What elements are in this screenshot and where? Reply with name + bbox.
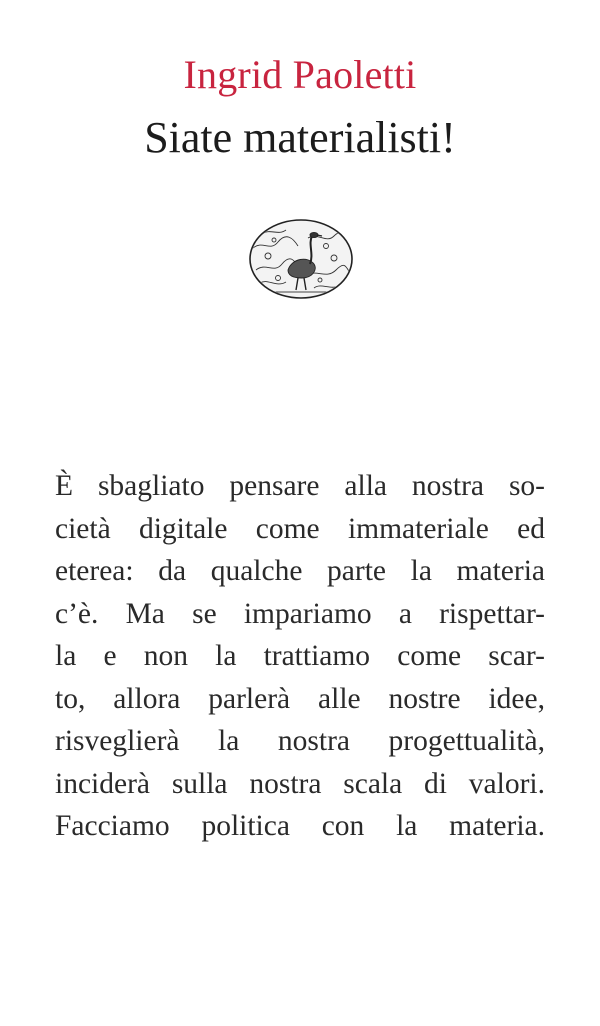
blurb-line: la e non la trattiamo come scar- — [55, 640, 545, 672]
blurb-line: to, allora parlerà alle nostre idee, — [55, 682, 545, 715]
blurb-line: cietà digitale come immateriale ed — [55, 512, 545, 545]
blurb-line: c’è. Ma se impariamo a rispettar- — [55, 597, 545, 630]
blurb-line: Facciamo politica con la materia. — [55, 810, 545, 842]
blurb-text — [55, 465, 545, 848]
author-name: Ingrid Paoletti — [183, 52, 417, 97]
blurb-line: inciderà sulla nostra scala di valori. — [55, 767, 545, 800]
blurb-line: È sbagliato pensare alla nostra so- — [55, 470, 545, 502]
blurb-line: eterea: da qualche parte la materia — [55, 555, 545, 587]
ostrich-emblem-icon — [248, 218, 354, 300]
blurb-line: risveglierà la nostra progettualità, — [55, 725, 545, 757]
book-title: Siate materialisti! — [144, 113, 456, 162]
